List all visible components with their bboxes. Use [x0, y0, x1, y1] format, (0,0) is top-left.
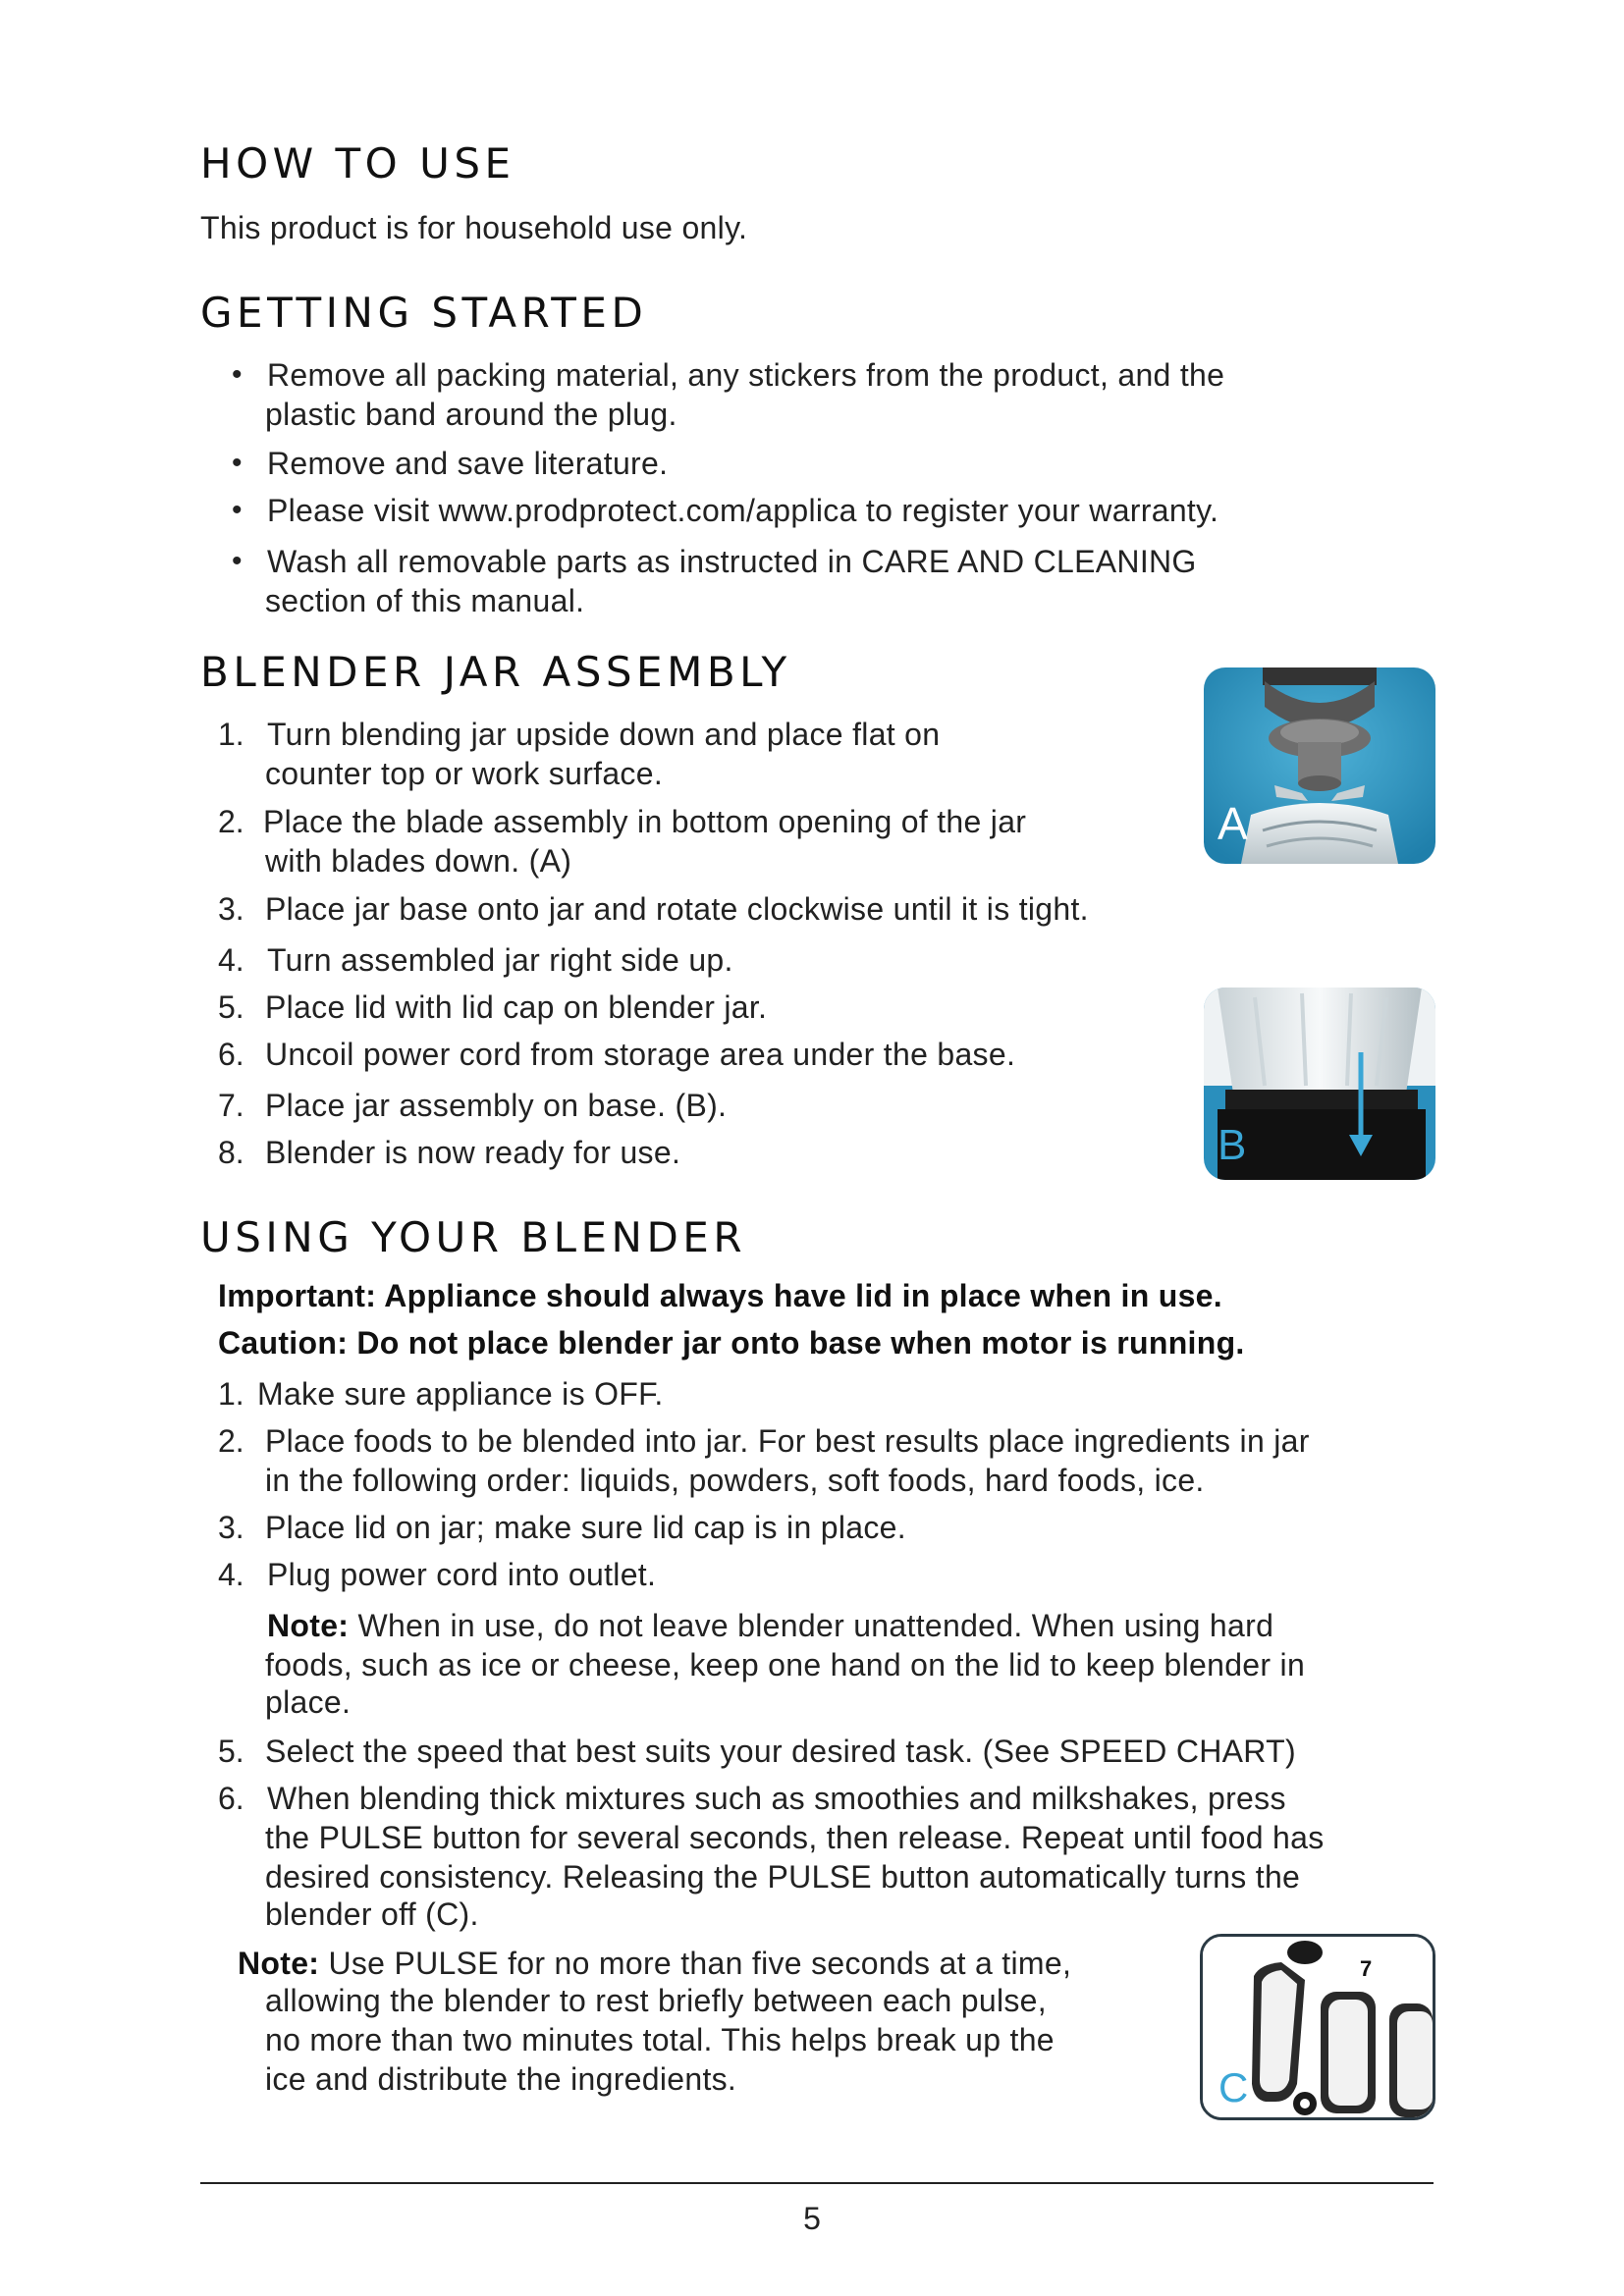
using-step-continued: desired consistency. Releasing the PULSE button automatically turns the [265, 1859, 1301, 1895]
bullet: • [232, 494, 243, 526]
list-item: Wash all removable parts as instructed in CARE AND CLEANING [267, 544, 1197, 579]
assembly-step: Place the blade assembly in bottom opening of the jar [263, 804, 1027, 839]
household-use-text: This product is for household use only. [200, 210, 748, 245]
step-number: 1. [218, 717, 244, 752]
assembly-step: Place jar assembly on base. (B). [265, 1088, 728, 1123]
bullet: • [232, 358, 243, 391]
step-number: 2. [218, 1423, 244, 1459]
step-number: 6. [218, 1781, 244, 1816]
section-heading-blender-jar-assembly: BLENDER JAR ASSEMBLY [200, 648, 791, 696]
assembly-step: Blender is now ready for use. [265, 1135, 681, 1170]
caution-notice: Caution: Do not place blender jar onto base when motor is running. [218, 1325, 1245, 1361]
using-step-continued: blender off (C). [265, 1896, 479, 1932]
step-number: 3. [218, 891, 244, 927]
section-heading-using-your-blender: USING YOUR BLENDER [200, 1213, 747, 1261]
step-number: 4. [218, 1557, 244, 1592]
list-item-continued: plastic band around the plug. [265, 397, 677, 432]
bullet: • [232, 447, 243, 479]
assembly-step: Turn blending jar upside down and place flat on [267, 717, 941, 752]
using-step: When blending thick mixtures such as smoothies and milkshakes, press [267, 1781, 1286, 1816]
step-number: 1. [218, 1376, 244, 1412]
step-number: 8. [218, 1135, 244, 1170]
list-item: Remove and save literature. [267, 446, 669, 481]
pulse-button-illustration [1200, 1934, 1435, 2120]
using-step: Place foods to be blended into jar. For best results place ingredients in jar [265, 1423, 1310, 1459]
bullet: • [232, 545, 243, 577]
note-line-continued: ice and distribute the ingredients. [265, 2061, 737, 2097]
using-step: Place lid on jar; make sure lid cap is in place. [265, 1510, 906, 1545]
section-heading-getting-started: GETTING STARTED [200, 289, 648, 337]
list-item-continued: section of this manual. [265, 583, 585, 618]
note-label: Note: [238, 1946, 320, 1981]
note-line [238, 1944, 1071, 1983]
step-number: 5. [218, 989, 244, 1025]
assembly-step: Place lid with lid cap on blender jar. [265, 989, 768, 1025]
using-step: Select the speed that best suits your desired task. (See SPEED CHART) [265, 1734, 1296, 1769]
important-notice: Important: Appliance should always have lid in place when in use. [218, 1278, 1222, 1313]
step-number: 7. [218, 1088, 244, 1123]
note-line-continued: no more than two minutes total. This helps break up the [265, 2022, 1055, 2057]
footer-rule [200, 2182, 1434, 2184]
image-label-a: A [1218, 798, 1248, 849]
speed-label-7: 7 [1360, 1956, 1373, 1981]
step-number: 5. [218, 1734, 244, 1769]
assembly-step: Place jar base onto jar and rotate clockwise until it is tight. [265, 891, 1089, 927]
note-label: Note: [267, 1608, 350, 1643]
assembly-step: Turn assembled jar right side up. [267, 942, 733, 978]
list-item: Remove all packing material, any stickers from the product, and the [267, 357, 1225, 393]
using-step: Plug power cord into outlet. [267, 1557, 657, 1592]
assembly-step: Uncoil power cord from storage area under the base. [265, 1037, 1016, 1072]
note-line-continued: foods, such as ice or cheese, keep one hand on the lid to keep blender in [265, 1647, 1306, 1682]
image-label-c: C [1218, 2064, 1249, 2110]
image-label-b: B [1218, 1121, 1247, 1169]
step-number: 3. [218, 1510, 244, 1545]
note-line [267, 1606, 1273, 1645]
using-step-continued: in the following order: liquids, powders, soft foods, hard foods, ice. [265, 1463, 1205, 1498]
list-item: Please visit www.prodprotect.com/applica to register your warranty. [267, 493, 1219, 528]
note-line-continued: place. [265, 1684, 352, 1720]
blade-assembly-illustration [1204, 667, 1435, 864]
step-number: 2. [218, 804, 244, 839]
section-heading-how-to-use: HOW TO USE [200, 139, 515, 187]
assembly-step-continued: with blades down. (A) [265, 843, 572, 879]
note-text: Use PULSE for no more than five seconds at a time, [328, 1946, 1072, 1981]
page-number: 5 [803, 2201, 821, 2236]
step-number: 6. [218, 1037, 244, 1072]
using-step: Make sure appliance is OFF. [257, 1376, 664, 1412]
assembly-step-continued: counter top or work surface. [265, 756, 664, 791]
step-number: 4. [218, 942, 244, 978]
using-step-continued: the PULSE button for several seconds, then release. Repeat until food has [265, 1820, 1325, 1855]
note-text: When in use, do not leave blender unattended. When using hard [357, 1608, 1274, 1643]
jar-on-base-illustration [1204, 988, 1435, 1180]
note-line-continued: allowing the blender to rest briefly between each pulse, [265, 1983, 1047, 2018]
